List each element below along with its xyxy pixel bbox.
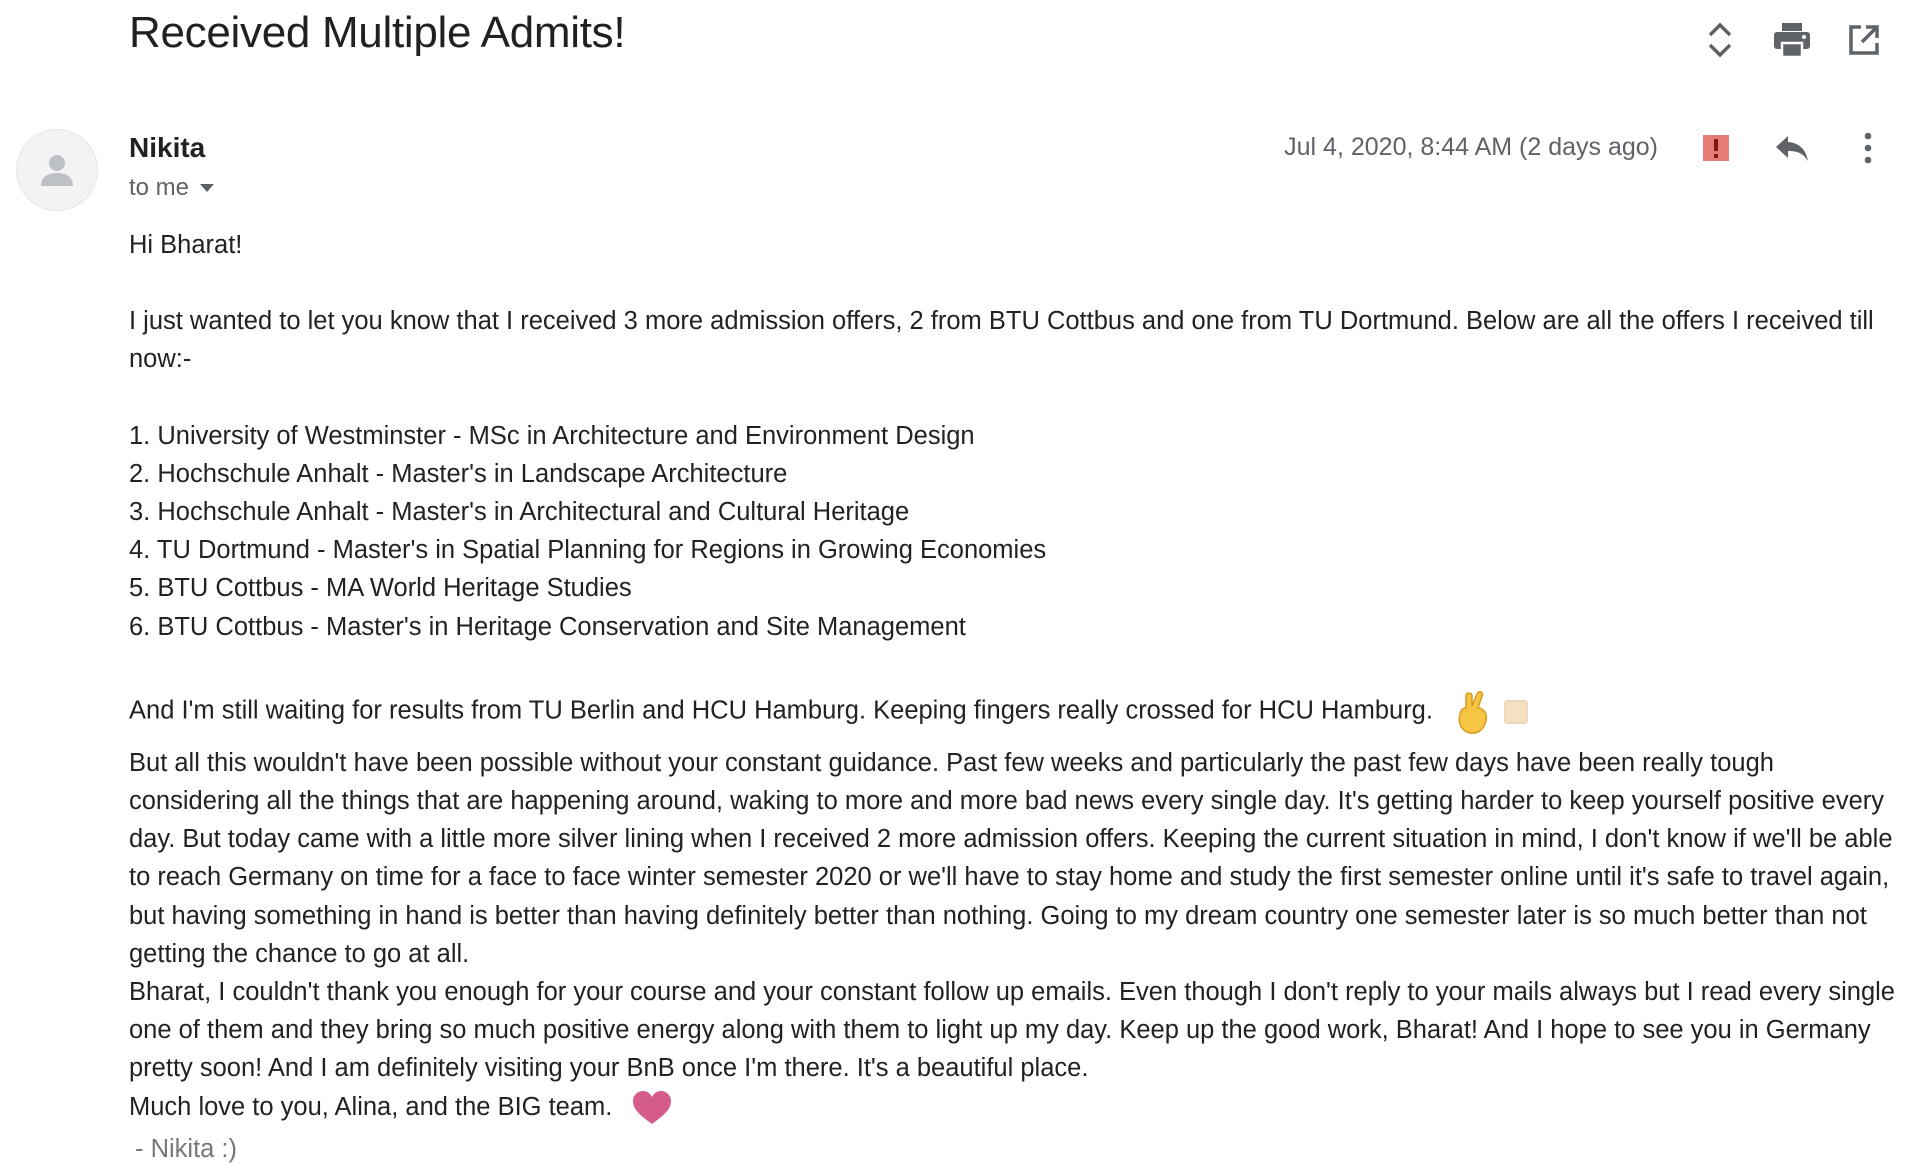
email-subject: Received Multiple Admits! [129, 8, 626, 57]
more-vertical-icon [1863, 132, 1873, 164]
list-item: 3. Hochschule Anhalt - Master's in Architectural and Cultural Heritage [129, 498, 910, 527]
recipient-details-toggle[interactable] [129, 174, 215, 202]
unfold-icon [1705, 20, 1735, 60]
reply-icon [1774, 134, 1810, 162]
list-item: 2. Hochschule Anhalt - Master's in Landscape Architecture [129, 459, 788, 488]
greeting: Hi Bharat! [129, 231, 243, 259]
recipient-label: to me [129, 174, 190, 201]
more-options-button[interactable] [1844, 124, 1892, 172]
message-body [129, 226, 1899, 1168]
skin-tone-modifier-emoji [1503, 699, 1529, 725]
heart-emoji [631, 1090, 673, 1126]
open-in-new-window-icon [1847, 23, 1881, 57]
signature: - Nikita :) [135, 1134, 237, 1163]
guidance-paragraph: But all this wouldn't have been possible without your constant guidance. Past few weeks and particularly the past few days have been really tough considering all the things that are happening around, waking to more and more bad news every single day. It's getting harder to keep yourself positive every day. But today came with a little more silver lining when I received 2 more admission offers. Keeping the current situation in mind, I don't know if we'll be able to reach Germany on time for a face to face winter semester 2020 or we'll have to stay home and study the first semester online until it's safe to travel again, but having something in hand is better than having definitely better than nothing. Going to my dream country one semester later is so much better than not getting the chance to go at all. [129, 748, 1893, 968]
list-item: 1. University of Westminster - MSc in Architecture and Environment Design [129, 421, 975, 450]
default-avatar-icon [37, 150, 77, 190]
message-date: Jul 4, 2020, 8:44 AM (2 days ago) [1284, 133, 1658, 161]
closing-paragraph [129, 1088, 1899, 1126]
intro-paragraph: I just wanted to let you know that I received 3 more admission offers, 2 from BTU Cottbus and one from TU Dortmund. Below are all the offers I received till now:- [129, 307, 1874, 374]
print-icon [1773, 22, 1811, 58]
caret-down-icon [199, 183, 215, 193]
closing-text: Much love to you, Alina, and the BIG team. [129, 1092, 613, 1121]
waiting-text: And I'm still waiting for results from TU Berlin and HCU Hamburg. Keeping fingers really crossed for HCU Hamburg. [129, 696, 1433, 725]
message-actions [1692, 124, 1892, 172]
print-button[interactable] [1772, 18, 1812, 62]
list-item: 6. BTU Cottbus - Master's in Heritage Conservation and Site Management [129, 612, 966, 641]
crossed-fingers-emoji [1452, 688, 1492, 736]
thanks-paragraph: Bharat, I couldn't thank you enough for your course and your constant follow up emails. Even though I don't reply to your mails always but I read every single one of them and they bring so much positive energy along with them to light up my day. Keep up the good work, Bharat! And I hope to see you in Germany pretty soon! And I am definitely visiting your BnB once I'm there. It's a beautiful place. [129, 978, 1895, 1083]
thread-actions [1700, 18, 1884, 62]
sender-name[interactable]: Nikita [129, 132, 206, 163]
important-marker-icon [1702, 134, 1730, 162]
reply-button[interactable] [1768, 124, 1816, 172]
expand-all-button[interactable] [1700, 18, 1740, 62]
important-marker-button[interactable] [1692, 124, 1740, 172]
offers-list [129, 417, 1899, 646]
sender-avatar[interactable] [16, 129, 98, 211]
list-item: 4. TU Dortmund - Master's in Spatial Planning for Regions in Growing Economies [129, 536, 1047, 565]
waiting-paragraph [129, 688, 1899, 736]
list-item: 5. BTU Cottbus - MA World Heritage Studies [129, 574, 632, 603]
open-in-new-window-button[interactable] [1844, 18, 1884, 62]
